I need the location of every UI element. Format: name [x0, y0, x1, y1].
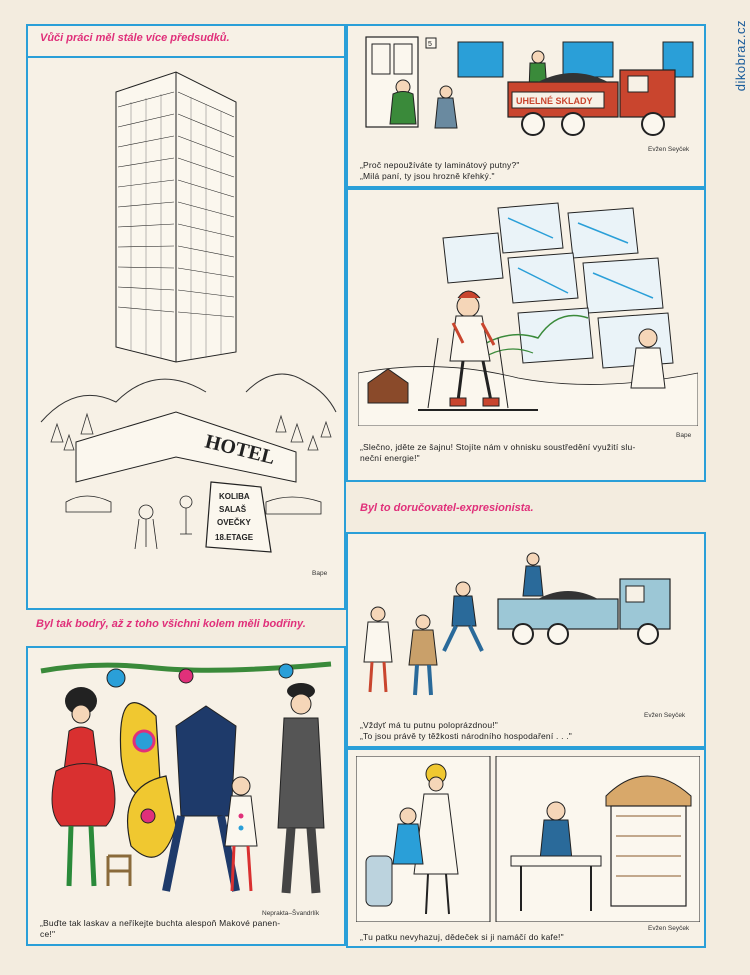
truck-label: UHELNÉ SKLADY	[516, 96, 593, 106]
hotel-divider	[26, 56, 346, 58]
skier-credit: Bape	[676, 432, 692, 439]
butterfly-credit: Neprakta–Švandrlík	[262, 910, 320, 917]
mailman-credit: Evžen Seyček	[644, 712, 686, 719]
hotel-sign-text: HOTEL	[202, 430, 278, 470]
coal-illustration	[358, 32, 698, 147]
hotel-illustration	[36, 62, 341, 582]
mailman-caption-line-2: „To jsou právě ty těžkosti národního hospodaření . . ."	[360, 731, 572, 741]
kitchen-credit: Evžen Seyček	[648, 925, 690, 932]
butterfly-illustration	[36, 656, 336, 904]
butterfly-caption-line-2: ce!"	[40, 929, 56, 939]
coal-caption-line-2: „Milá paní, ty jsou hrozně křehký."	[360, 171, 495, 181]
hotel-sign-line-1: KOLIBA	[219, 492, 250, 501]
watermark: dikobraz.cz	[733, 20, 748, 92]
coal-credit: Evžen Seyček	[648, 146, 690, 153]
hotel-sign-line-3: OVEČKY	[217, 518, 251, 527]
skier-illustration	[358, 198, 698, 426]
kitchen-caption-line-1: „Tu patku nevyhazuj, dědeček si ji namáčí do kafe!"	[360, 932, 564, 942]
mailman-caption-line-1: „Vždyť má tu putnu poloprázdnou!"	[360, 720, 499, 730]
hotel-credit: Bape	[312, 570, 328, 577]
butterfly-heading: Byl tak bodrý, až z toho všichni kolem měli bodřiny.	[36, 618, 306, 630]
skier-caption-line-2: neční energie!"	[360, 453, 420, 463]
door-number: 5	[428, 41, 432, 48]
skier-caption-line-1: „Slečno, jděte ze šajnu! Stojíte nám v ohnisku soustředění využití slu-	[360, 442, 636, 452]
mailman-heading: Byl to doručovatel-expresionista.	[360, 502, 534, 514]
mailman-illustration	[358, 544, 698, 704]
kitchen-illustration	[356, 756, 700, 922]
butterfly-caption-line-1: „Buďte tak laskav a neříkejte buchta alespoň Makové panen-	[40, 918, 281, 928]
coal-caption-line-1: „Proč nepoužíváte ty laminátový putny?"	[360, 160, 520, 170]
hotel-sign-line-4: 18.ETAGE	[215, 533, 254, 542]
hotel-sign-line-2: SALAŠ	[219, 505, 247, 514]
hotel-heading: Vůči práci měl stále více předsudků.	[40, 32, 230, 44]
